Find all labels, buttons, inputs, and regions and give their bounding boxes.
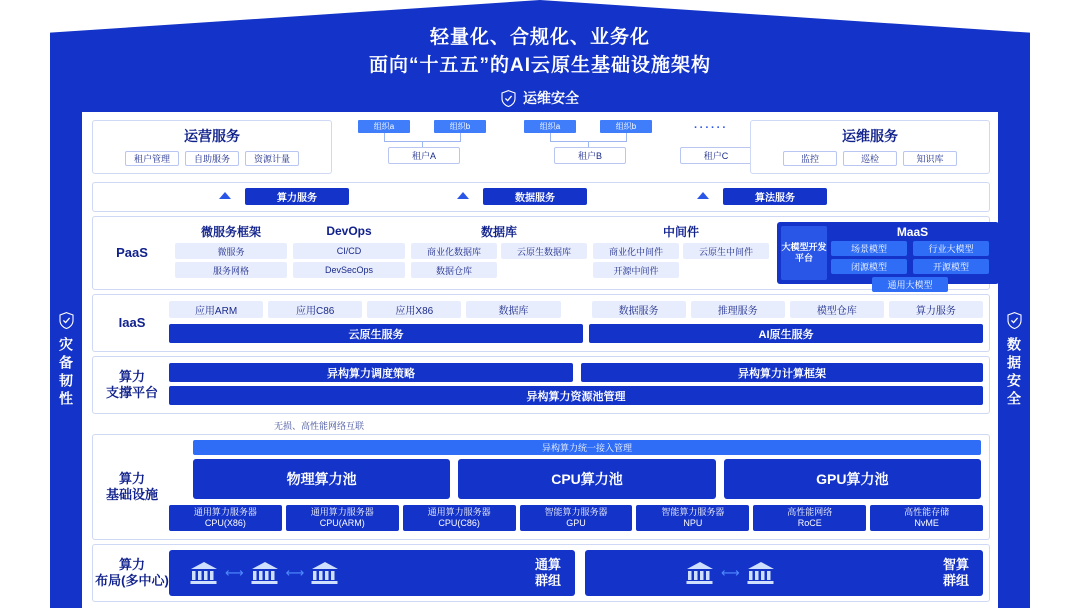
server-gpu[interactable] (520, 505, 633, 531)
chip-tenant-mgmt[interactable]: 租户管理 (125, 151, 179, 166)
service-pill-algorithm[interactable]: 算法服务 (723, 188, 827, 205)
group-title: 微服务框架 (200, 224, 261, 239)
pool-cpu[interactable]: CPU算力池 (458, 459, 715, 499)
chip-hetero-schedule-policy[interactable]: 异构算力调度策略 (169, 363, 573, 382)
network-roce[interactable] (753, 505, 866, 531)
diagram-canvas (82, 112, 998, 608)
service-pill-data[interactable]: 数据服务 (483, 188, 587, 205)
datacenter-icon (746, 560, 776, 586)
chip-cloudnative-service[interactable]: 云原生服务 (169, 324, 583, 343)
paas-group-microservice (175, 222, 287, 284)
chip-data-warehouse[interactable]: 数据仓库 (411, 262, 497, 278)
service-pill-compute[interactable]: 算力服务 (245, 188, 349, 205)
chip-inspection[interactable]: 巡检 (843, 151, 897, 166)
chip-hetero-compute-framework[interactable]: 异构算力计算框架 (581, 363, 983, 382)
datacenter-icon (250, 560, 280, 586)
rail-left-label: 灾备韧性 (58, 336, 74, 409)
layout-card-general-name (535, 557, 561, 590)
connector (550, 133, 551, 141)
roof-title (0, 24, 1080, 79)
layout-name-line1: 通算 (534, 556, 561, 572)
server-cpu-x86[interactable] (169, 505, 282, 531)
operations-row (92, 120, 988, 176)
chip-knowledge-base[interactable]: 知识库 (903, 151, 957, 166)
chip-devsecops[interactable]: DevSecOps (293, 262, 405, 278)
org-chip-2[interactable]: 组织b (434, 120, 486, 133)
storage-nvme[interactable] (870, 505, 983, 531)
compute-infrastructure-section (92, 421, 990, 540)
layout-card-general[interactable] (169, 550, 575, 596)
tenant-chip-a[interactable]: 租户A (388, 147, 460, 164)
compute-layout-label (93, 545, 171, 601)
server-line2: CPU(C86) (438, 518, 480, 528)
compute-layout-label-line2: 布局(多中心) (95, 573, 169, 588)
maas-title: MaaS (896, 225, 929, 239)
unified-access-mgmt[interactable]: 异构算力统一接入管理 (193, 440, 981, 455)
chip-database[interactable]: 数据库 (466, 301, 560, 318)
chip-ainative-service[interactable]: AI原生服务 (589, 324, 983, 343)
compute-support-label-line2: 支撑平台 (105, 385, 158, 400)
paas-group-database (411, 222, 587, 284)
compute-layout-label-line1: 算力 (118, 556, 145, 572)
server-npu[interactable] (636, 505, 749, 531)
chip-scene-model[interactable]: 场景模型 (831, 241, 907, 256)
rail-right (998, 112, 1030, 608)
group-title: DevOps (326, 224, 372, 238)
compute-infra-label-line2: 基础设施 (105, 487, 158, 502)
server-line2: RoCE (797, 518, 822, 528)
iaas-row-platforms (169, 324, 983, 343)
paas-group-middleware (593, 222, 769, 284)
paas-group-maas (777, 222, 999, 290)
iaas-section (92, 294, 990, 352)
server-line1: 高性能存储 (904, 506, 950, 517)
server-line2: GPU (566, 518, 586, 528)
tenant-area (342, 120, 762, 174)
operations-service-chips (93, 151, 331, 166)
layout-card-intelligent-name (943, 557, 969, 590)
operations-service-card[interactable] (92, 120, 332, 174)
chip-closed-model[interactable]: 闭源模型 (831, 259, 907, 274)
datacenter-icon (189, 560, 219, 586)
operations-service-title: 运营服务 (184, 128, 240, 144)
chip-cicd[interactable]: CI/CD (293, 243, 405, 259)
shield-check-icon (501, 90, 516, 107)
tenant-chip-b[interactable]: 租户B (554, 147, 626, 164)
support-row-pool-mgmt (169, 386, 983, 405)
bidirectional-arrow-icon: ⟷ (285, 565, 305, 580)
shield-icon-left (59, 312, 74, 329)
group-title: 中间件 (662, 224, 699, 239)
pool-physical[interactable]: 物理算力池 (193, 459, 450, 499)
server-line2: CPU(ARM) (319, 518, 365, 528)
chip-cloudnative-db[interactable]: 云原生数据库 (501, 243, 587, 259)
server-cpu-c86[interactable] (403, 505, 516, 531)
connector (626, 133, 627, 141)
chip-app-arm[interactable]: 应用ARM (169, 301, 263, 318)
server-line1: 智能算力服务器 (661, 506, 725, 517)
chip-opensource-mw[interactable]: 开源中间件 (593, 262, 679, 278)
maintenance-service-chips (751, 151, 989, 166)
roof-title-line1: 轻量化、合规化、业务化 (429, 27, 650, 48)
rail-right-label: 数据安全 (1006, 336, 1022, 409)
arrow-up-icon (219, 192, 231, 199)
compute-support-section (92, 356, 990, 414)
compute-infra-label-line1: 算力 (118, 470, 145, 486)
layout-name-line2: 群组 (534, 573, 561, 588)
shield-icon-right (1007, 312, 1022, 329)
group-title: 数据库 (480, 224, 517, 239)
chip-commercial-mw[interactable]: 商业化中间件 (593, 243, 679, 259)
chip-self-service[interactable]: 自助服务 (185, 151, 239, 166)
security-bar-label: 运维安全 (523, 90, 579, 106)
chip-industry-model[interactable]: 行业大模型 (913, 241, 989, 256)
bidirectional-arrow-icon: ⟷ (225, 565, 244, 580)
maintenance-service-card[interactable] (750, 120, 990, 174)
chip-data-service[interactable]: 数据服务 (592, 301, 686, 318)
server-cpu-arm[interactable] (286, 505, 399, 531)
diagram-body (50, 84, 1030, 608)
compute-support-label-line1: 算力 (118, 368, 145, 384)
server-line1: 通用算力服务器 (310, 506, 374, 517)
maintenance-service-title: 运维服务 (842, 128, 898, 144)
chip-compute-service[interactable]: 算力服务 (889, 301, 983, 318)
tenant-chip-c[interactable]: 租户C (680, 147, 752, 164)
chip-microservice[interactable]: 微服务 (175, 243, 287, 259)
tenant-ellipsis: ······ (694, 122, 728, 134)
org-chip-1[interactable]: 组织a (358, 120, 410, 133)
org-chip-3[interactable]: 组织a (524, 120, 576, 133)
chip-app-x86[interactable]: 应用X86 (367, 301, 461, 318)
server-line1: 智能算力服务器 (544, 506, 608, 517)
bidirectional-arrow-icon: ⟷ (721, 565, 740, 580)
chip-commercial-db[interactable]: 商业化数据库 (411, 243, 497, 259)
arrow-up-icon (697, 192, 709, 199)
layout-card-intelligent[interactable] (585, 550, 983, 596)
chip-app-c86[interactable]: 应用C86 (268, 301, 362, 318)
paas-label: PaaS (116, 244, 148, 260)
pool-gpu[interactable]: GPU算力池 (724, 459, 981, 499)
org-chip-4[interactable]: 组织b (600, 120, 652, 133)
chip-inference-service[interactable]: 推理服务 (691, 301, 785, 318)
chip-monitoring[interactable]: 监控 (783, 151, 837, 166)
chip-cloudnative-mw[interactable]: 云原生中间件 (683, 243, 769, 259)
connector (460, 133, 461, 141)
chip-resource-metering[interactable]: 资源计量 (245, 151, 299, 166)
chip-service-mesh[interactable]: 服务网格 (175, 262, 287, 278)
compute-layout-section (92, 544, 990, 602)
connector (384, 133, 385, 141)
chip-model-repo[interactable]: 模型仓库 (790, 301, 884, 318)
compute-infra-label (93, 435, 171, 539)
server-line2: NvME (914, 518, 939, 528)
chip-open-model[interactable]: 开源模型 (913, 259, 989, 274)
maas-platform-label: 大模型开发平台 (781, 226, 827, 280)
chip-general-model[interactable]: 通用大模型 (872, 277, 948, 292)
roof-title-line2: 面向“十五五”的AI云原生基础设施架构 (368, 54, 711, 76)
chip-hetero-resource-pool-mgmt[interactable]: 异构算力资源池管理 (169, 386, 983, 405)
network-interconnect-note: 无损、高性能网络互联 (273, 421, 364, 431)
datacenter-icon (685, 560, 715, 586)
layout-name-line1: 智算 (942, 556, 969, 572)
compute-pool-row (193, 459, 981, 499)
paas-group-devops (293, 222, 405, 284)
server-line2: NPU (683, 518, 703, 528)
support-row-strategies (169, 363, 983, 382)
server-line1: 通用算力服务器 (193, 506, 257, 517)
server-line1: 高性能网络 (787, 506, 833, 517)
compute-support-label (93, 357, 171, 413)
security-bar (50, 84, 1030, 112)
server-line2: CPU(X86) (204, 518, 246, 528)
iaas-label: IaaS (118, 314, 146, 330)
server-row (169, 505, 983, 531)
service-bar (92, 182, 990, 212)
rail-left (50, 112, 82, 608)
layout-name-line2: 群组 (942, 573, 969, 588)
paas-section (92, 216, 990, 290)
arrow-up-icon (457, 192, 469, 199)
iaas-row-services (169, 301, 983, 318)
datacenter-icon (310, 560, 340, 586)
server-line1: 通用算力服务器 (427, 506, 491, 517)
maas-grid (831, 227, 994, 290)
